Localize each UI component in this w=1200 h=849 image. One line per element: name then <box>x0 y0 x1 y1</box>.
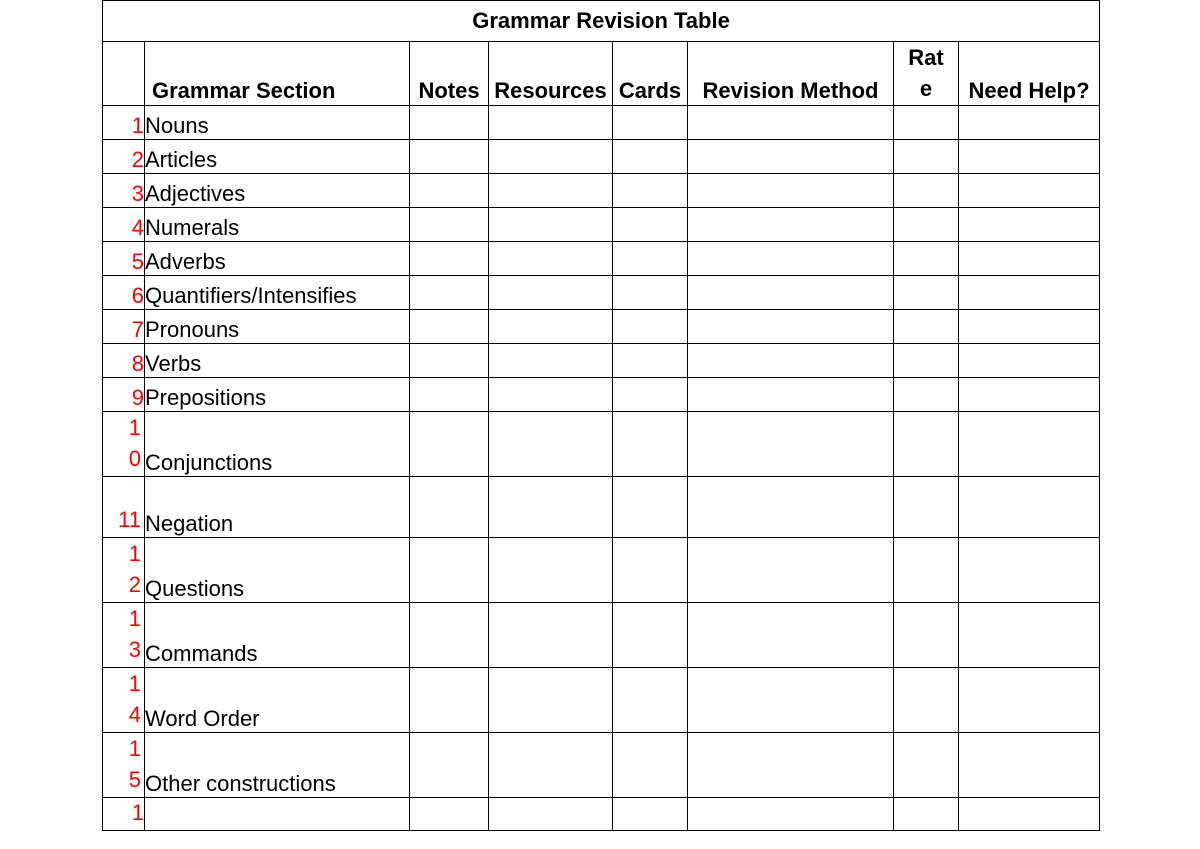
notes-cell[interactable] <box>410 412 489 477</box>
rate-cell[interactable] <box>894 106 959 140</box>
table-row <box>103 310 1100 344</box>
rate-cell[interactable] <box>894 140 959 174</box>
need-help-cell[interactable] <box>959 276 1100 310</box>
cards-cell[interactable] <box>613 412 688 477</box>
rate-cell[interactable] <box>894 378 959 412</box>
row-number[interactable]: 9 <box>103 378 145 412</box>
rate-cell[interactable] <box>894 412 959 477</box>
rate-cell[interactable] <box>894 668 959 733</box>
table-row <box>103 538 1100 603</box>
need-help-cell[interactable] <box>959 174 1100 208</box>
resources-cell[interactable] <box>489 106 613 140</box>
row-number[interactable]: 13 <box>103 603 145 668</box>
cards-cell[interactable] <box>613 603 688 668</box>
need-help-cell[interactable] <box>959 310 1100 344</box>
notes-cell[interactable] <box>410 276 489 310</box>
row-number[interactable]: 8 <box>103 344 145 378</box>
grammar-section-cell[interactable]: Prepositions <box>145 378 410 412</box>
revision-method-cell[interactable] <box>688 378 894 412</box>
table-row <box>103 174 1100 208</box>
need-help-cell[interactable] <box>959 140 1100 174</box>
row-number[interactable]: 2 <box>103 140 145 174</box>
row-number[interactable]: 6 <box>103 276 145 310</box>
revision-method-cell[interactable] <box>688 242 894 276</box>
rate-cell[interactable] <box>894 603 959 668</box>
notes-cell[interactable] <box>410 310 489 344</box>
revision-method-cell[interactable] <box>688 344 894 378</box>
cards-cell[interactable] <box>613 208 688 242</box>
header-cards[interactable]: Cards <box>613 42 688 106</box>
grammar-section-cell[interactable]: Other constructions <box>145 733 410 798</box>
resources-cell[interactable] <box>489 310 613 344</box>
notes-cell[interactable] <box>410 477 489 538</box>
rate-cell[interactable] <box>894 174 959 208</box>
resources-cell[interactable] <box>489 668 613 733</box>
cards-cell[interactable] <box>613 106 688 140</box>
header-need-help[interactable]: Need Help? <box>959 42 1100 106</box>
need-help-cell[interactable] <box>959 208 1100 242</box>
revision-method-cell[interactable] <box>688 477 894 538</box>
revision-method-cell[interactable] <box>688 668 894 733</box>
row-number[interactable]: 10 <box>103 412 145 477</box>
revision-method-cell[interactable] <box>688 538 894 603</box>
cards-cell[interactable] <box>613 538 688 603</box>
rate-cell[interactable] <box>894 477 959 538</box>
notes-cell[interactable] <box>410 603 489 668</box>
resources-cell[interactable] <box>489 140 613 174</box>
revision-method-cell[interactable] <box>688 733 894 798</box>
notes-cell[interactable] <box>410 798 489 831</box>
table-row <box>103 208 1100 242</box>
grammar-section-cell[interactable]: Adverbs <box>145 242 410 276</box>
rate-cell[interactable] <box>894 538 959 603</box>
cards-cell[interactable] <box>613 276 688 310</box>
table-row <box>103 603 1100 668</box>
row-number[interactable]: 14 <box>103 668 145 733</box>
row-number[interactable]: 5 <box>103 242 145 276</box>
grammar-section-cell[interactable]: Conjunctions <box>145 412 410 477</box>
table-title[interactable]: Grammar Revision Table <box>103 1 1100 42</box>
table-row <box>103 344 1100 378</box>
resources-cell[interactable] <box>489 538 613 603</box>
table-row <box>103 412 1100 477</box>
rate-cell[interactable] <box>894 242 959 276</box>
header-number[interactable] <box>103 42 145 106</box>
revision-method-cell[interactable] <box>688 208 894 242</box>
table-row <box>103 242 1100 276</box>
need-help-cell[interactable] <box>959 242 1100 276</box>
header-revision-method[interactable]: Revision Method <box>688 42 894 106</box>
resources-cell[interactable] <box>489 603 613 668</box>
need-help-cell[interactable] <box>959 477 1100 538</box>
table-row <box>103 378 1100 412</box>
resources-cell[interactable] <box>489 344 613 378</box>
need-help-cell[interactable] <box>959 798 1100 831</box>
notes-cell[interactable] <box>410 733 489 798</box>
need-help-cell[interactable] <box>959 378 1100 412</box>
grammar-section-cell[interactable] <box>145 798 410 831</box>
row-number[interactable]: 3 <box>103 174 145 208</box>
rate-cell[interactable] <box>894 798 959 831</box>
row-number[interactable]: 7 <box>103 310 145 344</box>
cards-cell[interactable] <box>613 174 688 208</box>
cards-cell[interactable] <box>613 668 688 733</box>
grammar-section-cell[interactable]: Quantifiers/Intensifies <box>145 276 410 310</box>
grammar-section-cell[interactable]: Pronouns <box>145 310 410 344</box>
need-help-cell[interactable] <box>959 733 1100 798</box>
revision-method-cell[interactable] <box>688 310 894 344</box>
need-help-cell[interactable] <box>959 603 1100 668</box>
resources-cell[interactable] <box>489 174 613 208</box>
table-row <box>103 276 1100 310</box>
grammar-section-cell[interactable]: Articles <box>145 140 410 174</box>
header-grammar-section[interactable]: Grammar Section <box>145 42 410 106</box>
resources-cell[interactable] <box>489 242 613 276</box>
rate-cell[interactable] <box>894 310 959 344</box>
resources-cell[interactable] <box>489 378 613 412</box>
rate-cell[interactable] <box>894 276 959 310</box>
need-help-cell[interactable] <box>959 668 1100 733</box>
cards-cell[interactable] <box>613 798 688 831</box>
notes-cell[interactable] <box>410 106 489 140</box>
need-help-cell[interactable] <box>959 412 1100 477</box>
resources-cell[interactable] <box>489 798 613 831</box>
revision-method-cell[interactable] <box>688 174 894 208</box>
header-rate[interactable]: Rate <box>894 42 959 106</box>
table-row <box>103 798 1100 831</box>
header-notes[interactable]: Notes <box>410 42 489 106</box>
resources-cell[interactable] <box>489 477 613 538</box>
resources-cell[interactable] <box>489 733 613 798</box>
notes-cell[interactable] <box>410 538 489 603</box>
grammar-section-cell[interactable]: Questions <box>145 538 410 603</box>
grammar-section-cell[interactable]: Nouns <box>145 106 410 140</box>
header-resources[interactable]: Resources <box>489 42 613 106</box>
revision-method-cell[interactable] <box>688 412 894 477</box>
cards-cell[interactable] <box>613 378 688 412</box>
row-number[interactable]: 15 <box>103 733 145 798</box>
row-number[interactable]: 1 <box>103 106 145 140</box>
need-help-cell[interactable] <box>959 344 1100 378</box>
resources-cell[interactable] <box>489 276 613 310</box>
revision-method-cell[interactable] <box>688 106 894 140</box>
grammar-section-cell[interactable]: Negation <box>145 477 410 538</box>
notes-cell[interactable] <box>410 378 489 412</box>
grammar-section-cell[interactable]: Word Order <box>145 668 410 733</box>
resources-cell[interactable] <box>489 208 613 242</box>
table-row <box>103 668 1100 733</box>
need-help-cell[interactable] <box>959 538 1100 603</box>
revision-method-cell[interactable] <box>688 603 894 668</box>
row-number[interactable]: 12 <box>103 538 145 603</box>
rate-cell[interactable] <box>894 208 959 242</box>
grammar-section-cell[interactable]: Adjectives <box>145 174 410 208</box>
notes-cell[interactable] <box>410 208 489 242</box>
revision-method-cell[interactable] <box>688 798 894 831</box>
cards-cell[interactable] <box>613 310 688 344</box>
revision-method-cell[interactable] <box>688 276 894 310</box>
notes-cell[interactable] <box>410 140 489 174</box>
grammar-section-cell[interactable]: Verbs <box>145 344 410 378</box>
grammar-section-cell[interactable]: Numerals <box>145 208 410 242</box>
row-number[interactable]: 1 <box>103 798 145 831</box>
table-row <box>103 733 1100 798</box>
rate-cell[interactable] <box>894 733 959 798</box>
table-row <box>103 477 1100 538</box>
table-row <box>103 106 1100 140</box>
resources-cell[interactable] <box>489 412 613 477</box>
notes-cell[interactable] <box>410 242 489 276</box>
notes-cell[interactable] <box>410 668 489 733</box>
row-number[interactable]: 4 <box>103 208 145 242</box>
cards-cell[interactable] <box>613 140 688 174</box>
cards-cell[interactable] <box>613 242 688 276</box>
revision-method-cell[interactable] <box>688 140 894 174</box>
cards-cell[interactable] <box>613 344 688 378</box>
rate-cell[interactable] <box>894 344 959 378</box>
cards-cell[interactable] <box>613 733 688 798</box>
row-number[interactable]: 11 <box>103 477 145 538</box>
notes-cell[interactable] <box>410 344 489 378</box>
grammar-revision-table <box>102 0 1100 831</box>
cards-cell[interactable] <box>613 477 688 538</box>
grammar-section-cell[interactable]: Commands <box>145 603 410 668</box>
need-help-cell[interactable] <box>959 106 1100 140</box>
table-row <box>103 140 1100 174</box>
notes-cell[interactable] <box>410 174 489 208</box>
